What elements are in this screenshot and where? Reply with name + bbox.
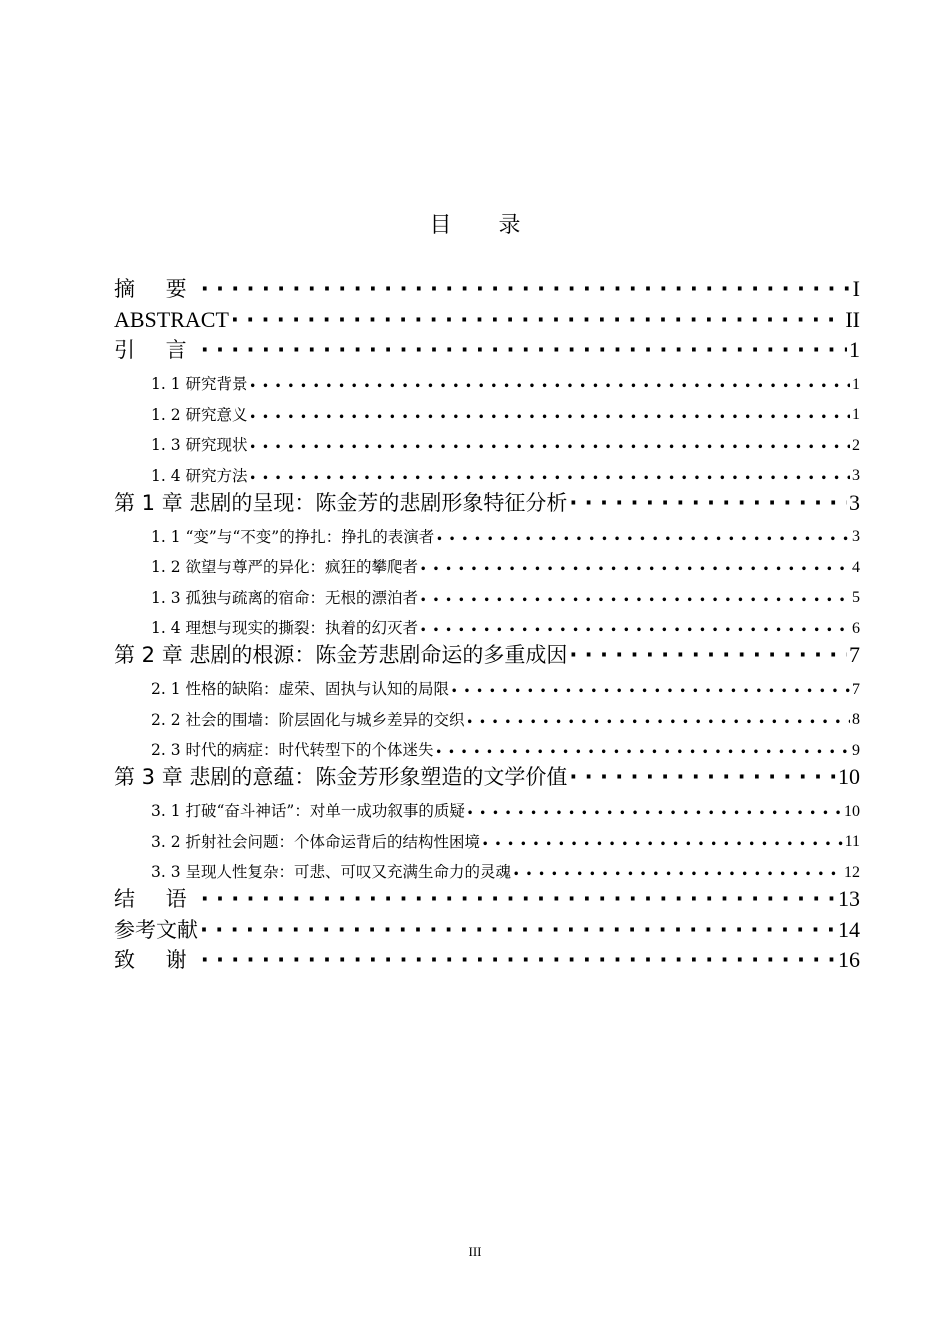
toc-entry-page: 1: [852, 406, 860, 424]
toc-entry-page: 8: [852, 711, 860, 729]
toc-entry-label: 2. 3 时代的病症：时代转型下的个体迷失: [151, 741, 434, 760]
toc-entry-label: 3. 1 打破“奋斗神话”：对单一成功叙事的质疑: [151, 802, 465, 821]
toc-entry-label: 1. 2 欲望与尊严的异化：疯狂的攀爬者: [151, 558, 419, 577]
toc-entry-page: 5: [852, 589, 860, 607]
toc-entry-references[interactable]: [114, 913, 860, 944]
toc-entry-label: 第 1 章 悲剧的呈现：陈金芳的悲剧形象特征分析: [114, 490, 568, 515]
toc-entry-section[interactable]: [114, 791, 860, 822]
dot-leader: [250, 436, 850, 455]
toc-title: 目 录: [429, 213, 541, 238]
dot-leader: [201, 338, 847, 363]
toc-entry-section[interactable]: [114, 699, 860, 730]
toc-entry-section[interactable]: [114, 730, 860, 761]
toc-entry-chapter-3[interactable]: [114, 760, 860, 791]
toc-entry-label: 引 言: [114, 338, 199, 363]
dot-leader: [201, 277, 851, 302]
toc-entry-introduction[interactable]: [114, 333, 860, 364]
toc-entry-page: 3: [852, 467, 860, 485]
toc-entry-section[interactable]: [114, 455, 860, 486]
dot-leader: [201, 887, 836, 912]
page-number: III: [468, 1244, 482, 1259]
toc-entry-page: 7: [852, 680, 860, 698]
toc-entry-label: 3. 3 呈现人性复杂：可悲、可叹又充满生命力的灵魂: [151, 863, 512, 882]
toc-entry-conclusion[interactable]: [114, 882, 860, 913]
toc-entry-section[interactable]: [114, 669, 860, 700]
toc-entry-abstract-en[interactable]: [114, 303, 860, 334]
toc-entry-section[interactable]: [114, 394, 860, 425]
toc-entry-chapter-1[interactable]: [114, 486, 860, 517]
dot-leader: [420, 589, 850, 608]
toc-entry-label: 参考文献: [114, 917, 198, 942]
dot-leader: [420, 619, 850, 638]
toc-entry-label: 1. 1 研究背景: [151, 375, 248, 394]
dot-leader: [467, 802, 842, 821]
toc-entry-label: 2. 1 性格的缺陷：虚荣、固执与认知的局限: [151, 680, 450, 699]
toc-entry-page: 6: [852, 619, 860, 637]
toc-entry-page: 9: [852, 741, 860, 759]
dot-leader: [569, 643, 847, 668]
dot-leader: [467, 711, 850, 730]
toc-entry-page: 4: [852, 558, 860, 576]
toc-entry-label: 致 谢: [114, 948, 199, 973]
toc-entry-label: ABSTRACT: [114, 306, 229, 332]
toc-entry-label: 3. 2 折射社会问题：个体命运背后的结构性困境: [151, 832, 481, 851]
dot-leader: [436, 528, 850, 547]
toc-entry-section[interactable]: [114, 608, 860, 639]
toc-entry-label: 1. 3 研究现状: [151, 436, 248, 455]
toc-entry-section[interactable]: [114, 547, 860, 578]
toc-entry-section[interactable]: [114, 516, 860, 547]
toc-entry-section[interactable]: [114, 364, 860, 395]
toc-entry-page: 10: [838, 764, 860, 790]
toc-entry-section[interactable]: [114, 577, 860, 608]
toc-entry-page: I: [852, 276, 860, 302]
dot-leader: [420, 558, 850, 577]
toc-entry-label: 1. 4 理想与现实的撕裂：执着的幻灭者: [151, 619, 419, 638]
toc-entry-section[interactable]: [114, 821, 860, 852]
toc-entry-page: 3: [852, 528, 860, 546]
toc-entry-chapter-2[interactable]: [114, 638, 860, 669]
dot-leader: [436, 741, 850, 760]
dot-leader: [200, 918, 836, 943]
toc-entry-page: 1: [852, 375, 860, 393]
dot-leader: [451, 680, 850, 699]
toc-entry-page: II: [845, 306, 860, 332]
toc-entry-page: 3: [849, 489, 860, 515]
toc-entry-page: 2: [852, 436, 860, 454]
toc-entry-label: 摘 要: [114, 277, 199, 302]
dot-leader: [231, 308, 843, 333]
dot-leader: [201, 948, 836, 973]
toc-entry-page: 11: [844, 833, 860, 851]
toc-entry-page: 16: [838, 947, 860, 973]
toc-entry-page: 7: [849, 642, 860, 668]
toc-entry-section[interactable]: [114, 852, 860, 883]
toc-entry-page: 12: [844, 863, 860, 881]
dot-leader: [482, 833, 843, 852]
toc-entry-label: 第 2 章 悲剧的根源：陈金芳悲剧命运的多重成因: [114, 643, 568, 668]
dot-leader: [513, 863, 842, 882]
dot-leader: [250, 406, 850, 425]
toc-entry-label: 2. 2 社会的围墙：阶层固化与城乡差异的交织: [151, 710, 465, 729]
toc-entry-label: 1. 1 “变”与“不变”的挣扎：挣扎的表演者: [151, 527, 435, 546]
toc-entry-page: 10: [844, 802, 860, 820]
toc-entry-label: 结 语: [114, 887, 199, 912]
table-of-contents: [114, 272, 860, 974]
toc-entry-label: 1. 3 孤独与疏离的宿命：无根的漂泊者: [151, 588, 419, 607]
toc-entry-page: 14: [838, 916, 860, 942]
toc-entry-page: 1: [849, 337, 860, 363]
dot-leader: [250, 375, 850, 394]
dot-leader: [569, 765, 836, 790]
dot-leader: [250, 467, 850, 486]
toc-entry-section[interactable]: [114, 425, 860, 456]
toc-entry-acknowledgements[interactable]: [114, 943, 860, 974]
toc-entry-label: 1. 4 研究方法: [151, 466, 248, 485]
toc-entry-label: 第 3 章 悲剧的意蕴：陈金芳形象塑造的文学价值: [114, 765, 568, 790]
toc-entry-label: 1. 2 研究意义: [151, 405, 248, 424]
toc-entry-page: 13: [838, 886, 860, 912]
toc-entry-abstract-cn[interactable]: [114, 272, 860, 303]
dot-leader: [569, 491, 847, 516]
